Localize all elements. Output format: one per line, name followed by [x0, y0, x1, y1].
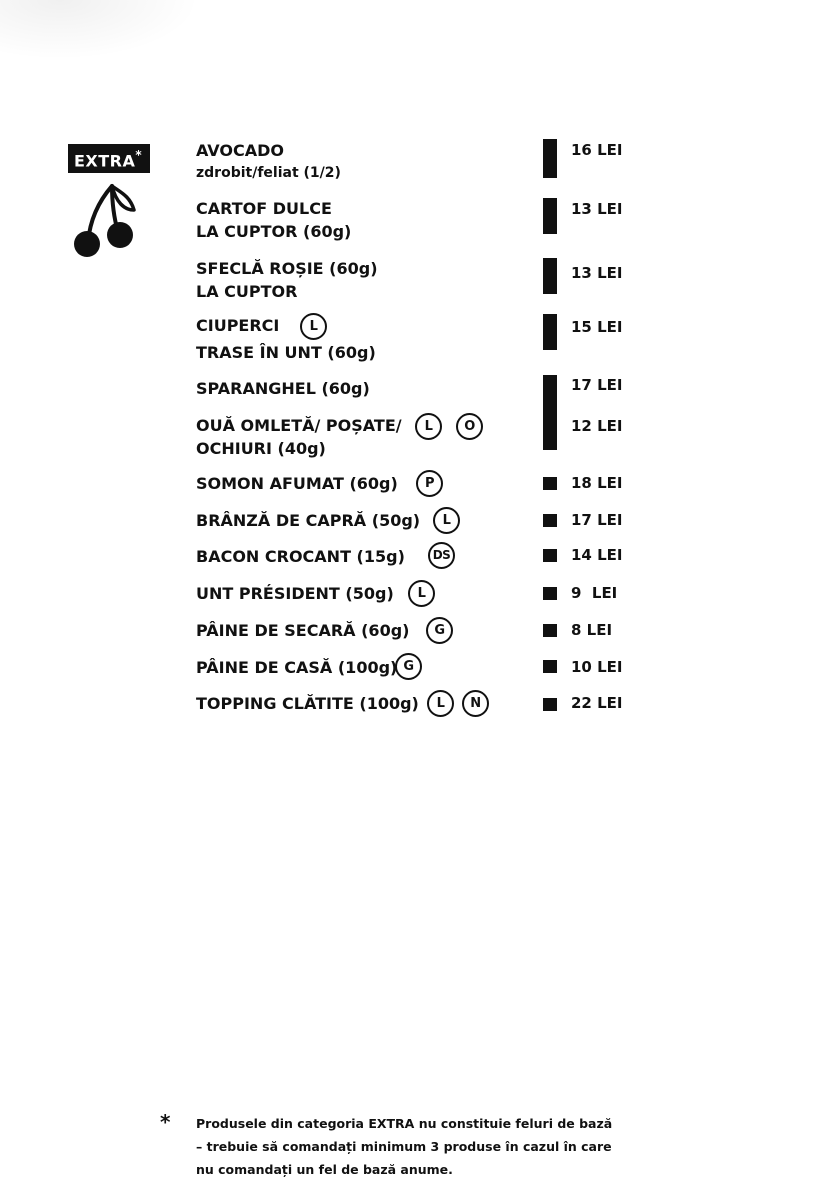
item-price: 13 LEI — [571, 200, 623, 218]
allergen-badge: L — [427, 690, 454, 717]
menu-item-sparanghel — [196, 377, 370, 400]
item-price: 22 LEI — [571, 694, 623, 712]
item-subtitle: zdrobit/feliat (1/2) — [196, 165, 341, 181]
menu-item-unt — [196, 582, 394, 605]
item-name: SFECLĂ ROȘIE (60g) — [196, 259, 378, 278]
menu-item-ciuperci — [196, 314, 376, 364]
menu-item-branza — [196, 509, 420, 532]
item-price: 10 LEI — [571, 658, 623, 676]
footnote-text — [196, 1112, 626, 1181]
item-price: 15 LEI — [571, 318, 623, 336]
allergen-badge: L — [415, 413, 442, 440]
menu-item-somon — [196, 472, 398, 495]
item-name: BACON CROCANT (15g) — [196, 547, 405, 566]
item-price: 14 LEI — [571, 546, 623, 564]
allergen-badge: O — [456, 413, 483, 440]
menu-item-avocado — [196, 139, 341, 185]
menu-item-cartof-dulce — [196, 197, 351, 243]
allergen-badge: P — [416, 470, 443, 497]
item-price: 12 LEI — [571, 417, 623, 435]
item-name: UNT PRÉSIDENT (50g) — [196, 584, 394, 603]
item-name: AVOCADO — [196, 141, 285, 160]
price-bar — [543, 624, 557, 637]
price-bar — [543, 375, 557, 450]
menu-item-bacon — [196, 545, 405, 568]
price-bar — [543, 139, 557, 178]
extra-badge — [68, 144, 150, 173]
item-price: 8 LEI — [571, 621, 613, 639]
item-name: TOPPING CLĂTITE (100g) — [196, 694, 419, 713]
menu-item-oua — [196, 414, 402, 460]
item-price: 17 LEI — [571, 376, 623, 394]
item-name: SPARANGHEL (60g) — [196, 379, 370, 398]
item-name-line2: OCHIURI (40g) — [196, 439, 326, 458]
allergen-badge: L — [408, 580, 435, 607]
price-bar — [543, 258, 557, 294]
item-name: PÂINE DE CASĂ (100g) — [196, 658, 398, 677]
item-name-line2: LA CUPTOR — [196, 282, 298, 301]
price-bar — [543, 698, 557, 711]
footnote-line: – trebuie să comandați minimum 3 produse în cazul în care — [196, 1139, 612, 1154]
extra-badge-mark: * — [135, 148, 143, 162]
footnote-line: nu comandați un fel de bază anume. — [196, 1162, 453, 1177]
item-name: SOMON AFUMAT (60g) — [196, 474, 398, 493]
menu-item-sfecla-rosie — [196, 257, 378, 303]
item-name: PÂINE DE SECARĂ (60g) — [196, 621, 410, 640]
item-name: CIUPERCI — [196, 316, 280, 335]
allergen-badge: L — [300, 313, 327, 340]
item-name-line2: TRASE ÎN UNT (60g) — [196, 343, 376, 362]
item-price: 16 LEI — [571, 141, 623, 159]
item-price: 18 LEI — [571, 474, 623, 492]
price-bar — [543, 587, 557, 600]
item-price: 13 LEI — [571, 264, 623, 282]
item-name-line2: LA CUPTOR (60g) — [196, 222, 352, 241]
allergen-badge: G — [426, 617, 453, 644]
cherry-icon — [70, 180, 140, 260]
item-name: CARTOF DULCE — [196, 199, 332, 218]
allergen-badge: DS — [428, 542, 455, 569]
item-price: 17 LEI — [571, 511, 623, 529]
allergen-badge: G — [395, 653, 422, 680]
page-shadow — [0, 0, 200, 60]
price-bar — [543, 514, 557, 527]
item-name: BRÂNZĂ DE CAPRĂ (50g) — [196, 511, 421, 530]
price-bar — [543, 660, 557, 673]
menu-item-paine-secara — [196, 619, 409, 642]
item-price: 9 LEI — [571, 584, 618, 602]
footnote-asterisk: * — [160, 1110, 171, 1134]
price-bar — [543, 314, 557, 350]
extra-badge-label: EXTRA — [74, 151, 136, 171]
menu-item-topping — [196, 692, 419, 715]
footnote-line: Produsele din categoria EXTRA nu constituie feluri de bază — [196, 1116, 613, 1131]
price-bar — [543, 198, 557, 234]
allergen-badge: L — [433, 507, 460, 534]
menu-item-paine-casa — [196, 656, 397, 679]
price-bar — [543, 549, 557, 562]
price-bar — [543, 477, 557, 490]
allergen-badge: N — [462, 690, 489, 717]
item-name: OUĂ OMLETĂ/ POȘATE/ — [196, 416, 402, 435]
